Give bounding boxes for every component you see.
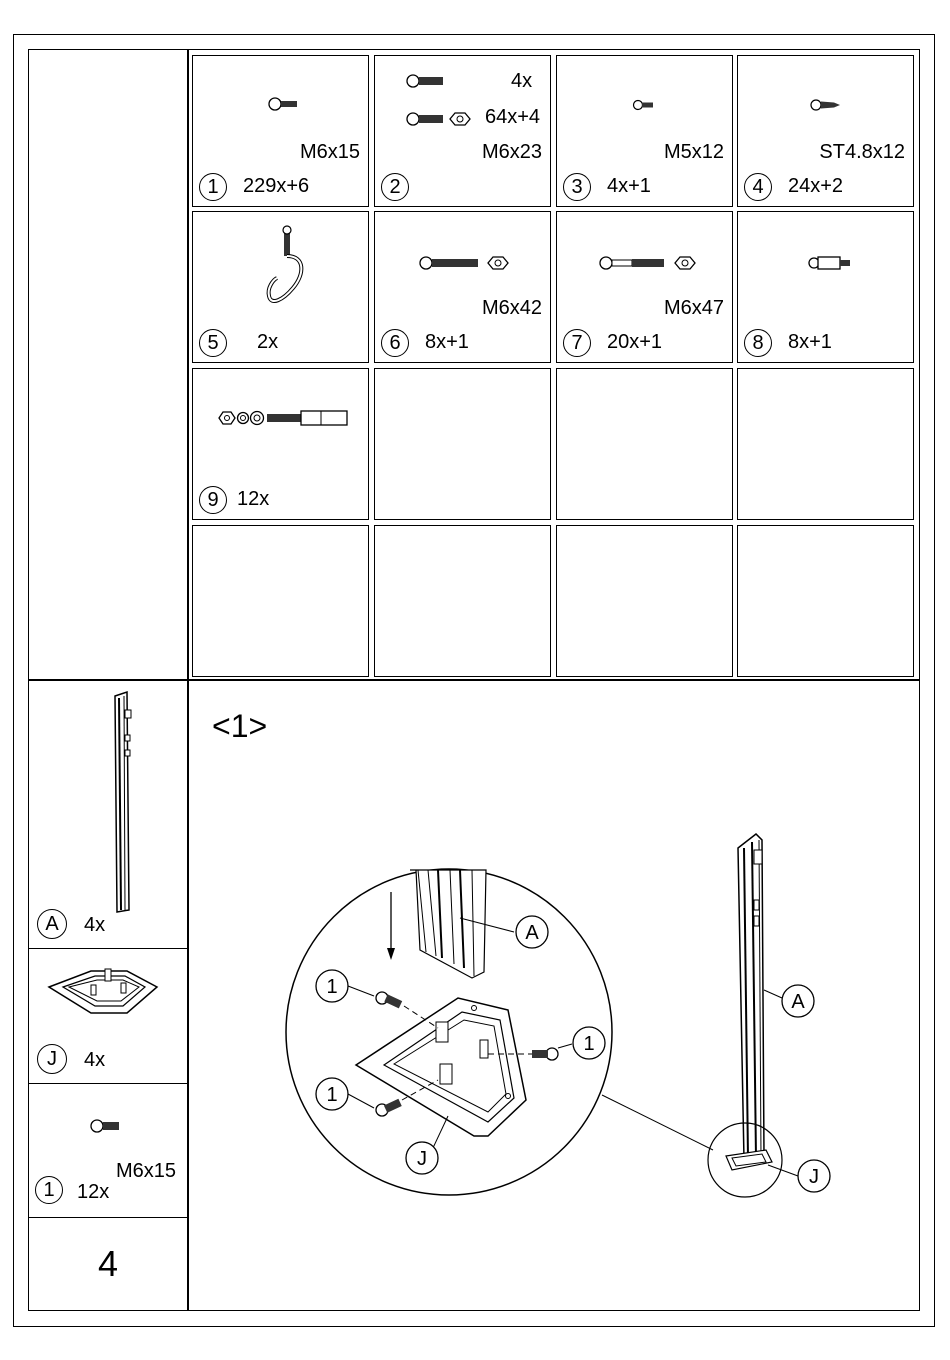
callout-j: J (809, 1166, 819, 1188)
part-size: M6x42 (481, 297, 542, 319)
empty-cell (556, 368, 733, 520)
part-quantity: 8x+1 (788, 331, 832, 353)
part-quantity: 2x (257, 331, 279, 353)
callout-1: 1 (326, 976, 338, 998)
empty-cell (737, 525, 914, 677)
part-cell-3 (556, 55, 733, 207)
part-quantity: 8x+1 (425, 331, 469, 353)
side-part-bolt (29, 1084, 187, 1218)
part-letter: A (37, 909, 67, 939)
part-number: 2 (381, 173, 409, 201)
empty-cell (374, 525, 551, 677)
part-number: 3 (563, 173, 591, 201)
part-quantity: 12x (77, 1181, 110, 1203)
part-number: 4 (744, 173, 772, 201)
part-cell-9 (192, 368, 369, 520)
part-number: 8 (744, 329, 772, 357)
empty-cell (192, 525, 369, 677)
part-quantity: 229x+6 (243, 175, 310, 197)
part-size: M6x47 (663, 297, 724, 319)
part-size: ST4.8x12 (819, 141, 905, 163)
empty-cell (556, 525, 733, 677)
part-cell-2 (374, 55, 551, 207)
part-size: M6x23 (481, 141, 542, 163)
part-quantity-b: 64x+4 (485, 106, 541, 128)
callout-j: J (417, 1148, 427, 1170)
empty-cell (374, 368, 551, 520)
callout-1: 1 (326, 1084, 338, 1106)
part-size: M6x15 (299, 141, 360, 163)
part-cell-5 (192, 211, 369, 363)
part-cell-1 (192, 55, 369, 207)
side-part-j (29, 949, 187, 1084)
post-overview (726, 834, 772, 1170)
part-number: 1 (35, 1176, 63, 1204)
part-size: M5x12 (663, 141, 724, 163)
part-cell-8 (737, 211, 914, 363)
part-number: 5 (199, 329, 227, 357)
part-number: 6 (381, 329, 409, 357)
side-part-a (29, 680, 187, 949)
part-quantity: 24x+2 (788, 175, 844, 197)
step-label: <1> (212, 708, 268, 744)
part-quantity-a: 4x (511, 70, 533, 92)
part-cell-4 (737, 55, 914, 207)
part-number: 1 (199, 173, 227, 201)
part-number: 9 (199, 486, 227, 514)
assembly-diagram (188, 680, 918, 1308)
part-size: M6x15 (116, 1160, 177, 1182)
callout-a: A (525, 922, 539, 944)
part-quantity: 4x (84, 914, 106, 936)
part-cell-7 (556, 211, 733, 363)
empty-cell (737, 368, 914, 520)
part-quantity: 12x (237, 488, 270, 510)
part-quantity: 4x+1 (607, 175, 651, 197)
callout-a: A (791, 991, 805, 1013)
page-number: 4 (97, 1243, 119, 1284)
callout-1: 1 (583, 1033, 595, 1055)
part-quantity: 4x (84, 1049, 106, 1071)
part-letter: J (37, 1044, 67, 1074)
part-quantity: 20x+1 (607, 331, 663, 353)
part-cell-6 (374, 211, 551, 363)
part-number: 7 (563, 329, 591, 357)
